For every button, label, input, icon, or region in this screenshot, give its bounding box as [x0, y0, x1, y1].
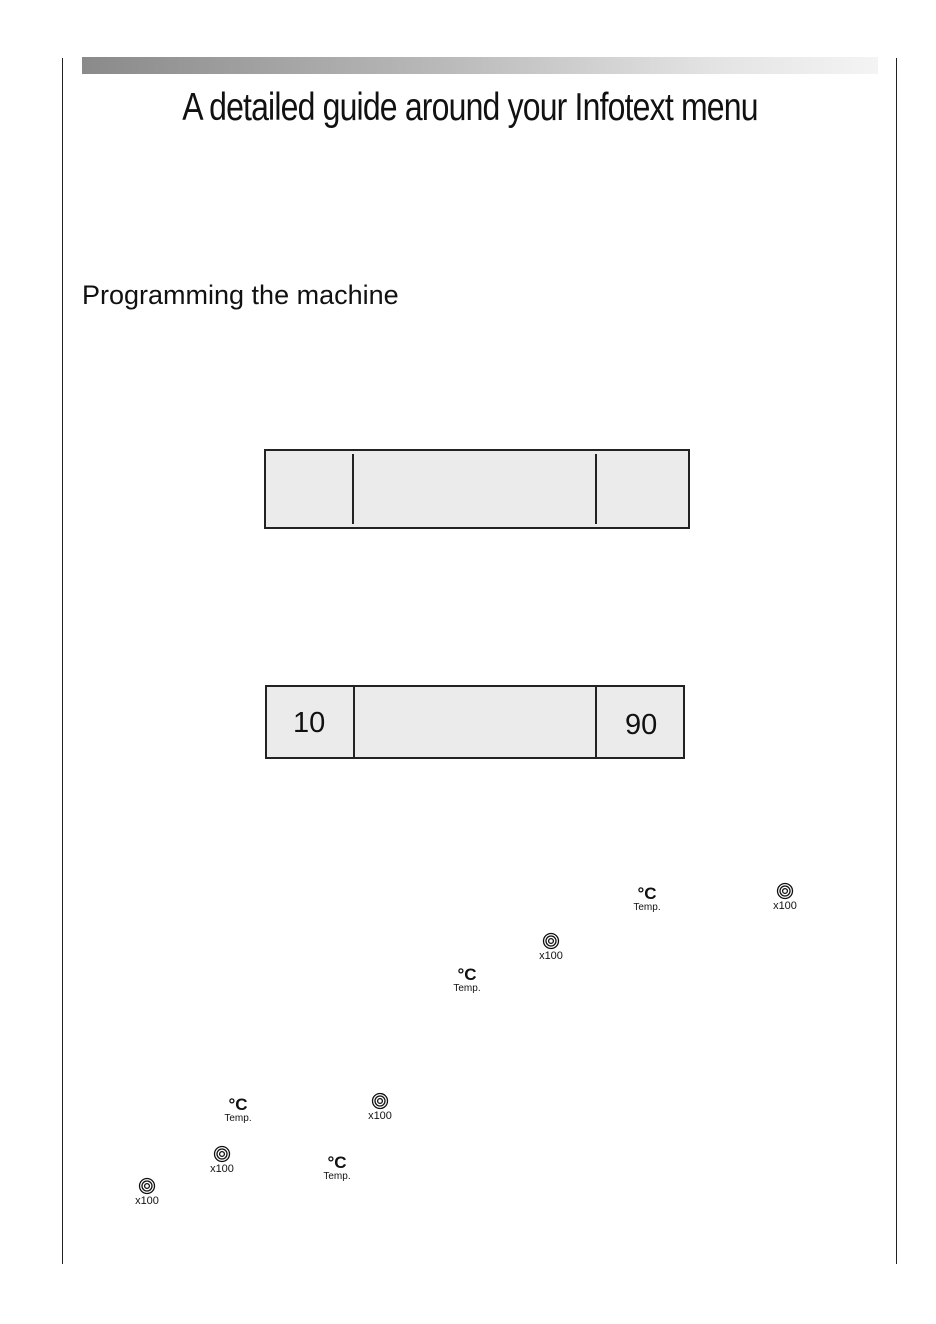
page-margin-right [896, 58, 897, 1264]
display-panel-blank [264, 449, 690, 529]
spiral-glyph [138, 1177, 156, 1195]
temperature-icon [315, 1154, 359, 1182]
display-divider [595, 454, 597, 524]
temperature-symbol: °C [327, 1153, 347, 1172]
spiral-glyph [776, 882, 794, 900]
display-divider [595, 687, 597, 757]
spin-speed-icon [127, 1177, 167, 1207]
spiral-glyph [371, 1092, 389, 1110]
spin-speed-label: x100 [210, 1163, 234, 1175]
spin-speed-label: x100 [773, 900, 797, 912]
temperature-label: Temp. [224, 1113, 252, 1124]
temperature-symbol: °C [228, 1095, 248, 1114]
spin-speed-label: x100 [368, 1110, 392, 1122]
temperature-label: Temp. [633, 902, 661, 913]
display-divider [352, 454, 354, 524]
display-divider [353, 687, 355, 757]
page-margin-left [62, 58, 63, 1264]
spin-speed-icon [765, 882, 805, 912]
spin-speed-icon [531, 932, 571, 962]
section-title: Programming the machine [82, 280, 399, 310]
spin-speed-label: x100 [135, 1195, 159, 1207]
header-gradient-bar [82, 57, 878, 74]
spin-speed-label: x100 [539, 950, 563, 962]
spin-speed-icon [360, 1092, 400, 1122]
spiral-glyph [542, 932, 560, 950]
temperature-symbol: °C [457, 965, 477, 984]
temperature-icon [216, 1096, 260, 1124]
temperature-label: Temp. [323, 1171, 351, 1182]
temperature-icon [625, 885, 669, 913]
temperature-symbol: °C [637, 884, 657, 903]
display-value-left: 10 [293, 707, 326, 739]
display-value-right: 90 [625, 709, 658, 741]
spiral-glyph [213, 1145, 231, 1163]
spin-speed-icon [202, 1145, 242, 1175]
display-panel-values [265, 685, 685, 759]
temperature-label: Temp. [453, 983, 481, 994]
temperature-icon [445, 966, 489, 994]
page-title: A detailed guide around your Infotext menu [182, 86, 758, 129]
